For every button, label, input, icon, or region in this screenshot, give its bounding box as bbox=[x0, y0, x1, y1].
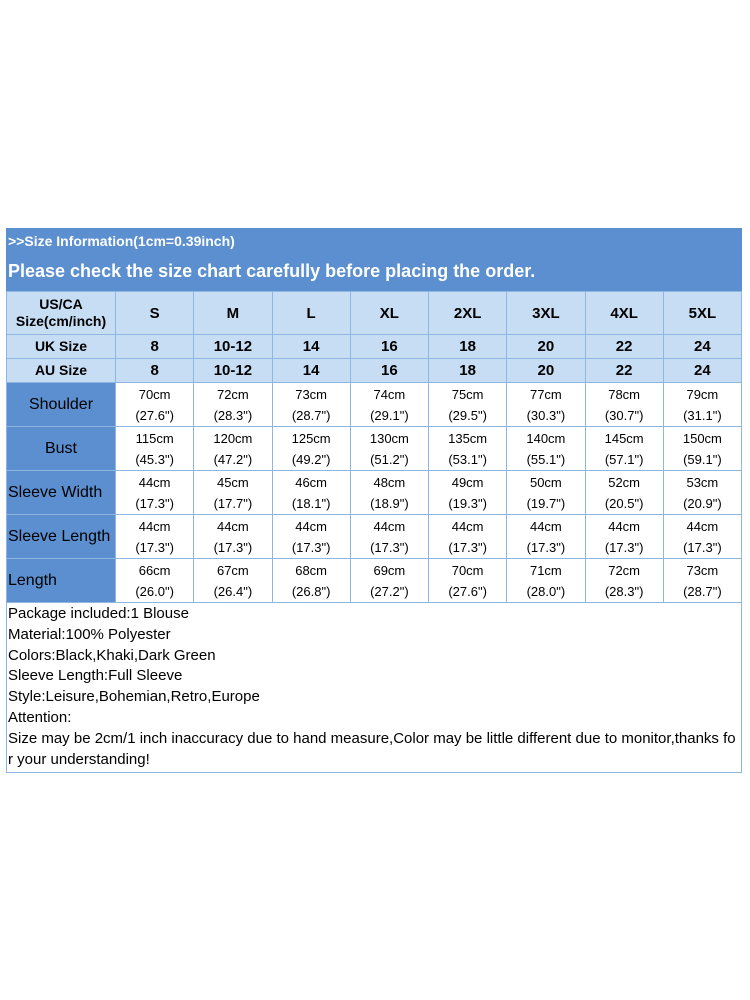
cm-value: 50cm bbox=[529, 474, 562, 490]
us-size-cell: L bbox=[272, 292, 350, 335]
cm-value: 75cm bbox=[451, 386, 484, 402]
au-size-row bbox=[7, 359, 742, 383]
cm-value: 120cm bbox=[213, 430, 253, 446]
cm-value: 150cm bbox=[682, 430, 722, 446]
measurement-label: Shoulder bbox=[7, 383, 116, 427]
measurement-cell bbox=[272, 515, 350, 559]
package-note: Package included:1 Blouse bbox=[8, 605, 189, 622]
inch-value: (29.1") bbox=[370, 407, 409, 423]
cm-value: 73cm bbox=[295, 386, 328, 402]
cm-value: 115cm bbox=[135, 430, 174, 446]
inch-value: (17.3") bbox=[291, 539, 331, 555]
measurement-cell bbox=[350, 515, 428, 559]
inch-value: (18.1") bbox=[291, 495, 331, 511]
uk-size-row bbox=[7, 335, 742, 359]
inch-value: (53.1") bbox=[448, 451, 487, 467]
measurement-cell bbox=[507, 427, 585, 471]
inch-value: (31.1") bbox=[683, 407, 722, 423]
cm-value: 44cm bbox=[451, 518, 484, 534]
cm-value: 52cm bbox=[608, 474, 641, 490]
cm-value: 44cm bbox=[373, 518, 406, 534]
measurement-cell bbox=[429, 471, 507, 515]
inch-value: (29.5") bbox=[448, 407, 487, 423]
cm-value: 45cm bbox=[216, 474, 249, 490]
measurement-cell bbox=[429, 559, 507, 603]
uk-size-cell: 8 bbox=[116, 335, 194, 359]
measurement-label: Bust bbox=[7, 427, 116, 471]
measurement-row bbox=[7, 471, 742, 515]
inch-value: (57.1") bbox=[604, 451, 644, 467]
inch-value: (17.3") bbox=[526, 539, 566, 555]
cm-value: 130cm bbox=[369, 430, 409, 446]
au-size-cell: 22 bbox=[585, 359, 663, 383]
cm-value: 69cm bbox=[373, 562, 406, 578]
cm-value: 49cm bbox=[451, 474, 484, 490]
size-table bbox=[6, 291, 742, 603]
inch-value: (51.2") bbox=[370, 451, 409, 467]
cm-value: 71cm bbox=[529, 562, 562, 578]
us-size-row bbox=[7, 292, 742, 335]
measurement-cell bbox=[663, 383, 741, 427]
measurement-cell bbox=[116, 383, 194, 427]
au-size-cell: 14 bbox=[272, 359, 350, 383]
inch-value: (27.2") bbox=[370, 583, 409, 599]
size-info-banner bbox=[6, 228, 742, 291]
us-size-cell: M bbox=[194, 292, 272, 335]
au-size-cell: 16 bbox=[350, 359, 428, 383]
inch-value: (26.8") bbox=[291, 583, 331, 599]
measurement-cell bbox=[194, 559, 272, 603]
inch-value: (55.1") bbox=[526, 451, 566, 467]
measurement-cell bbox=[350, 383, 428, 427]
inch-value: (17.3") bbox=[370, 539, 409, 555]
uk-size-cell: 14 bbox=[272, 335, 350, 359]
cm-value: 53cm bbox=[686, 474, 719, 490]
uk-size-cell: 10-12 bbox=[194, 335, 272, 359]
order-notice: Please check the size chart carefully before placing the order. bbox=[8, 261, 536, 281]
inch-value: (17.3") bbox=[448, 539, 487, 555]
cm-value: 79cm bbox=[686, 386, 719, 402]
inch-value: (26.4") bbox=[213, 583, 253, 599]
measurement-cell bbox=[663, 471, 741, 515]
inch-value: (17.3") bbox=[683, 539, 722, 555]
us-size-label-line2: Size(cm/inch) bbox=[15, 313, 107, 329]
measurement-cell bbox=[663, 515, 741, 559]
inch-value: (28.7") bbox=[291, 407, 331, 423]
measurement-cell bbox=[507, 559, 585, 603]
measurement-row bbox=[7, 515, 742, 559]
cm-value: 78cm bbox=[608, 386, 641, 402]
inch-value: (49.2") bbox=[291, 451, 331, 467]
us-size-cell: 5XL bbox=[663, 292, 741, 335]
au-size-cell: 24 bbox=[663, 359, 741, 383]
au-size-cell: 8 bbox=[116, 359, 194, 383]
measurement-cell bbox=[194, 427, 272, 471]
cm-value: 67cm bbox=[216, 562, 249, 578]
us-size-cell: S bbox=[116, 292, 194, 335]
uk-size-cell: 18 bbox=[429, 335, 507, 359]
measurement-cell bbox=[507, 471, 585, 515]
inch-value: (17.3") bbox=[135, 539, 174, 555]
inch-value: (30.3") bbox=[526, 407, 566, 423]
measurement-cell bbox=[116, 471, 194, 515]
measurement-cell bbox=[350, 427, 428, 471]
measurement-cell bbox=[663, 427, 741, 471]
attention-note: Attention: bbox=[8, 708, 72, 726]
inch-value: (30.7") bbox=[604, 407, 644, 423]
measurement-row bbox=[7, 427, 742, 471]
cm-value: 44cm bbox=[686, 518, 719, 534]
measurement-cell bbox=[585, 427, 663, 471]
uk-size-cell: 24 bbox=[663, 335, 741, 359]
uk-size-cell: 22 bbox=[585, 335, 663, 359]
cm-value: 77cm bbox=[529, 386, 562, 402]
cm-value: 44cm bbox=[529, 518, 562, 534]
measurement-cell bbox=[272, 427, 350, 471]
measurement-cell bbox=[272, 559, 350, 603]
measurement-label: Sleeve Length bbox=[7, 515, 116, 559]
inch-value: (47.2") bbox=[213, 451, 253, 467]
cm-value: 73cm bbox=[686, 562, 719, 578]
inch-value: (17.3") bbox=[213, 539, 253, 555]
us-size-cell: XL bbox=[350, 292, 428, 335]
measurement-cell bbox=[429, 427, 507, 471]
measurement-row bbox=[7, 559, 742, 603]
size-info-title: >>Size Information(1cm=0.39inch) bbox=[8, 233, 235, 249]
measurement-cell bbox=[585, 471, 663, 515]
measurement-cell bbox=[585, 515, 663, 559]
inch-value: (28.7") bbox=[683, 583, 722, 599]
us-size-label-line1: US/CA bbox=[39, 296, 83, 312]
measurement-cell bbox=[350, 471, 428, 515]
measurement-cell bbox=[116, 559, 194, 603]
cm-value: 140cm bbox=[526, 430, 566, 446]
inch-value: (28.3") bbox=[604, 583, 644, 599]
inch-value: (28.3") bbox=[213, 407, 253, 423]
us-size-cell: 4XL bbox=[585, 292, 663, 335]
measurement-cell bbox=[585, 383, 663, 427]
cm-value: 48cm bbox=[373, 474, 406, 490]
measurement-cell bbox=[507, 515, 585, 559]
inch-value: (20.5") bbox=[604, 495, 644, 511]
cm-value: 72cm bbox=[608, 562, 641, 578]
disclaimer-note: Size may be 2cm/1 inch inaccuracy due to hand measure,Color may be little different due to monitor,thanks for your understanding! bbox=[8, 729, 736, 768]
cm-value: 145cm bbox=[604, 430, 644, 446]
cm-value: 125cm bbox=[291, 430, 331, 446]
measurement-cell bbox=[663, 559, 741, 603]
au-size-cell: 20 bbox=[507, 359, 585, 383]
inch-value: (17.7") bbox=[213, 495, 253, 511]
measurement-cell bbox=[116, 515, 194, 559]
measurement-cell bbox=[507, 383, 585, 427]
cm-value: 44cm bbox=[608, 518, 641, 534]
product-notes bbox=[6, 603, 742, 773]
cm-value: 68cm bbox=[295, 562, 328, 578]
au-size-cell: 10-12 bbox=[194, 359, 272, 383]
measurement-cell bbox=[194, 383, 272, 427]
inch-value: (45.3") bbox=[135, 451, 174, 467]
inch-value: (19.7") bbox=[526, 495, 566, 511]
style-note: Style:Leisure,Bohemian,Retro,Europe bbox=[8, 688, 260, 706]
cm-value: 44cm bbox=[295, 518, 328, 534]
cm-value: 72cm bbox=[216, 386, 249, 402]
uk-size-cell: 20 bbox=[507, 335, 585, 359]
inch-value: (28.0") bbox=[526, 583, 566, 599]
cm-value: 70cm bbox=[138, 386, 171, 402]
cm-value: 66cm bbox=[138, 562, 171, 578]
measurement-cell bbox=[116, 427, 194, 471]
measurement-cell bbox=[350, 559, 428, 603]
cm-value: 46cm bbox=[295, 474, 328, 490]
measurement-cell bbox=[272, 471, 350, 515]
cm-value: 44cm bbox=[216, 518, 249, 534]
measurement-cell bbox=[429, 515, 507, 559]
cm-value: 44cm bbox=[138, 518, 171, 534]
inch-value: (26.0") bbox=[135, 583, 174, 599]
inch-value: (17.3") bbox=[135, 495, 174, 511]
au-size-label: AU Size bbox=[7, 359, 116, 383]
au-size-cell: 18 bbox=[429, 359, 507, 383]
measurement-label: Length bbox=[7, 559, 116, 603]
cm-value: 135cm bbox=[448, 430, 488, 446]
measurement-cell bbox=[585, 559, 663, 603]
inch-value: (59.1") bbox=[683, 451, 722, 467]
inch-value: (19.3") bbox=[448, 495, 487, 511]
measurement-cell bbox=[194, 471, 272, 515]
us-size-label bbox=[7, 292, 116, 335]
us-size-cell: 3XL bbox=[507, 292, 585, 335]
colors-note: Colors:Black,Khaki,Dark Green bbox=[8, 646, 216, 664]
measurement-label: Sleeve Width bbox=[7, 471, 116, 515]
cm-value: 70cm bbox=[451, 562, 484, 578]
measurement-cell bbox=[194, 515, 272, 559]
inch-value: (27.6") bbox=[448, 583, 487, 599]
inch-value: (18.9") bbox=[370, 495, 409, 511]
cm-value: 74cm bbox=[373, 386, 406, 402]
measurement-row bbox=[7, 383, 742, 427]
size-chart bbox=[6, 228, 742, 773]
uk-size-label: UK Size bbox=[7, 335, 116, 359]
inch-value: (17.3") bbox=[604, 539, 644, 555]
inch-value: (20.9") bbox=[683, 495, 722, 511]
sleeve-note: Sleeve Length:Full Sleeve bbox=[8, 667, 183, 685]
cm-value: 44cm bbox=[138, 474, 171, 490]
inch-value: (27.6") bbox=[135, 407, 174, 423]
measurement-cell bbox=[272, 383, 350, 427]
us-size-cell: 2XL bbox=[429, 292, 507, 335]
uk-size-cell: 16 bbox=[350, 335, 428, 359]
material-note: Material:100% Polyester bbox=[8, 625, 171, 643]
measurement-cell bbox=[429, 383, 507, 427]
